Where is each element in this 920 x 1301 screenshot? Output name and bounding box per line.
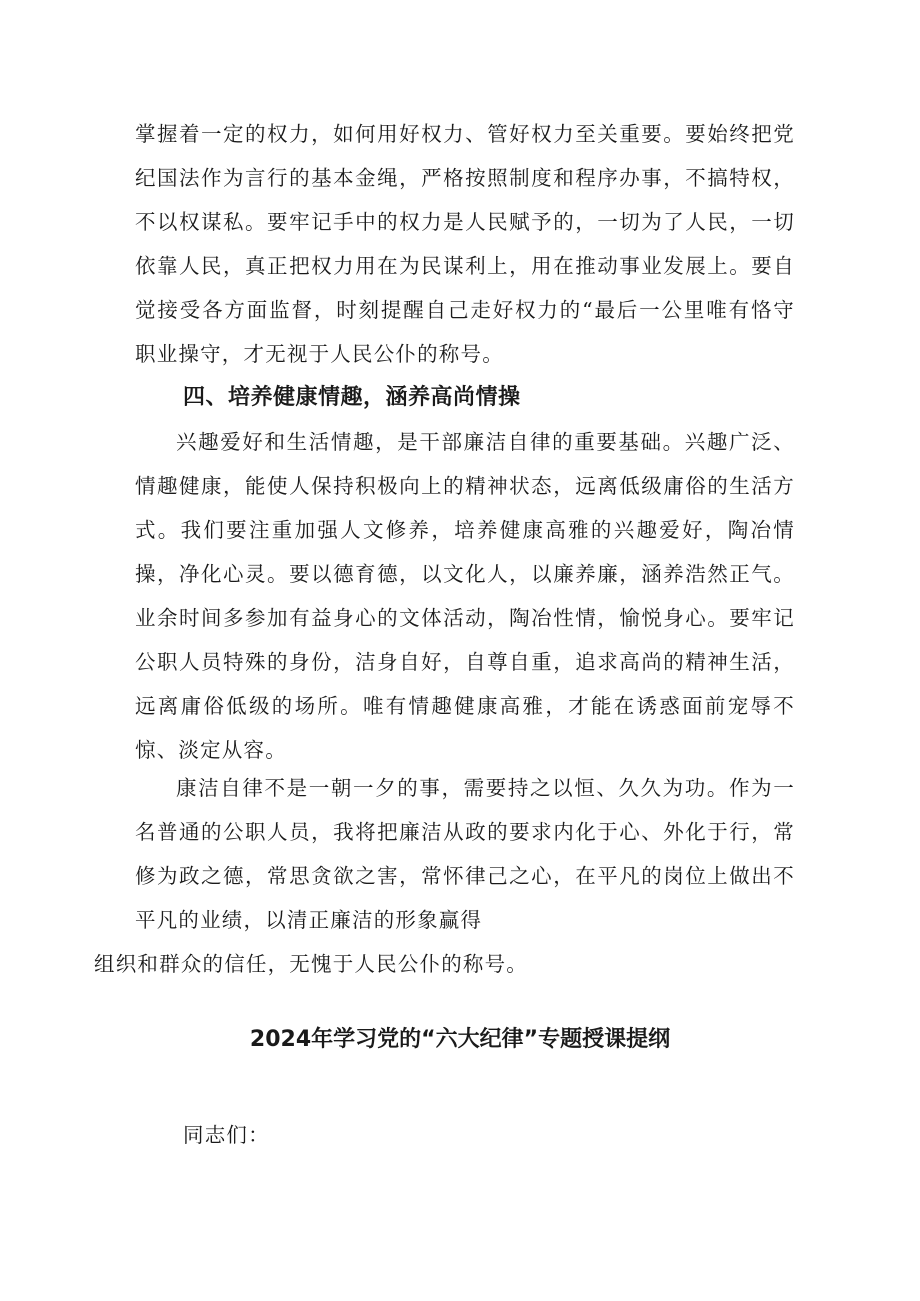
document-title: 2024年学习党的“六大纪律”专题授课提纲 — [249, 1027, 671, 1052]
paragraph-power: 掌握着一定的权力，如何用好权力、管好权力至关重要。要始终把党纪国法作为言行的基本金绳，严格按照制度和程序办事，不搞特权，不以权谋私。要牢记手中的权力是人民赋予的，一切为了人民，一切依靠人民，真正把权力用在为民谋利上，用在推动事业发展上。要自觉接受各方面监督，时刻提醒自己走好权力的“最后一公里唯有恪守职业操守，才无视于人民公仆的称号。 — [135, 122, 795, 366]
section-heading: 四、培养健康情趣，涵养高尚情操 — [183, 385, 521, 410]
paragraph-interests: 兴趣爱好和生活情趣，是干部廉洁自律的重要基础。兴趣广泛、情趣健康，能使人保持积极向上的精神状态，远离低级庸俗的生活方式。我们要注重加强人文修养，培养健康高雅的兴趣爱好，陶冶情操，净化心灵。要以德育德，以文化人，以廉养廉，涵养浩然正气。业余时间多参加有益身心的文体活动，陶冶性情，愉悦身心。要牢记公职人员特殊的身份，洁身自好，自尊自重，追求高尚的精神生活，远离庸俗低级的场所。唯有情趣健康高雅，才能在诱惑面前宠辱不惊、淡定从容。 — [135, 430, 795, 762]
paragraph-conclusion-part2: 组织和群众的信任，无愧于人民公仆的称号。 — [94, 952, 528, 976]
paragraph-conclusion — [94, 766, 795, 986]
salutation: 同志们： — [183, 1123, 270, 1147]
paragraph-conclusion-part1: 康洁自律不是一朝一夕的事，需要持之以恒、久久为功。作为一名普通的公职人员，我将把廉洁从政的要求内化于心、外化于行，常修为政之德，常思贪欲之害，常怀律己之心，在平凡的岗位上做出不平凡的业绩，以清正廉洁的形象赢得 — [135, 776, 795, 932]
